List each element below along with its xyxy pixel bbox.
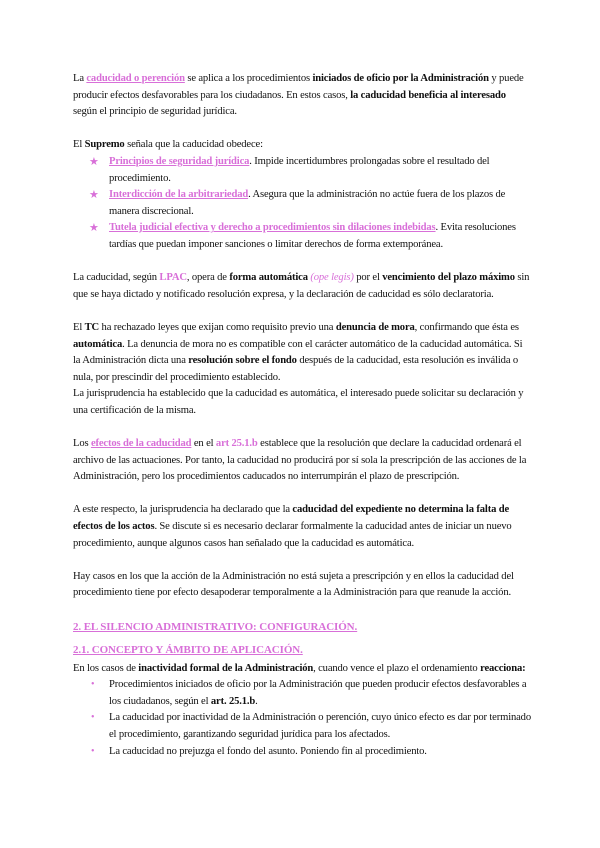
text: La caducidad, según — [73, 272, 160, 284]
text: . La denuncia de mora no es compatible con el carácter automático de la caducidad automática. Si la Administración dicta una — [73, 338, 523, 367]
list-item — [73, 187, 531, 220]
paragraph-efectos — [73, 436, 531, 486]
text: establece que la resolución que declare la caducidad ordenará el archivo de las actuaciones. Por tanto, la caducidad no producirá por sí sola la prescripción de las acciones de la Administración, pero los procedimientos caducados no interrumpirán el plazo de prescripción. — [73, 438, 527, 483]
text: por el — [353, 272, 383, 284]
text: La — [73, 73, 87, 84]
text: . Se discute si es necesario declarar formalmente la caducidad antes de iniciar un nuevo procedimiento, aunque algunos casos han señalado que la caducidad es automática. — [73, 521, 512, 549]
bold-text: iniciados de oficio por la Administración — [312, 73, 489, 84]
bold-text: TC — [84, 321, 100, 333]
bold-text: art 25.1.b — [215, 438, 258, 450]
paragraph-prescripcion: Hay casos en los que la acción de la Administración no está sujeta a prescripción y en ellos la caducidad del procedimiento tiene por efecto desapoderar temporalmente a la Administración para que reanude la acción. — [73, 570, 514, 599]
bold-text: LPAC — [159, 272, 187, 284]
text: señala que la caducidad obedece: — [124, 139, 263, 151]
paragraph-lpac — [73, 270, 531, 303]
reaction-list — [73, 677, 531, 760]
link-caducidad-perencion[interactable]: caducidad o perención — [86, 73, 185, 84]
bold-text: resolución sobre el fondo — [188, 355, 297, 367]
paragraph-inactividad — [73, 661, 531, 678]
text: se aplica a los procedimientos — [184, 73, 313, 84]
paragraph-caducidad-intro — [73, 71, 531, 121]
text: Procedimientos iniciados de oficio por la Administración que pueden producir efectos desfavorables a los ciudadanos, según el — [109, 679, 527, 707]
bullet-icon: • — [91, 712, 95, 724]
list-item — [73, 220, 531, 253]
bold-text: automática — [73, 338, 123, 350]
text: según el principio de seguridad jurídica. — [73, 106, 237, 118]
text: y puede producir efectos desfavorables para los ciudadanos. En estos casos, — [73, 73, 524, 101]
list-item — [73, 710, 531, 743]
bold-text: inactividad formal de la Administración — [138, 662, 314, 674]
principles-list — [73, 154, 531, 254]
list-item — [73, 677, 531, 710]
star-icon: ★ — [89, 222, 99, 235]
text: En los casos de — [73, 662, 139, 674]
list-item — [73, 744, 531, 761]
bold-text: la caducidad beneficia al interesado — [350, 89, 506, 101]
star-icon: ★ — [89, 155, 99, 168]
bold-text: Supremo — [84, 139, 125, 151]
bold-text: forma automática — [229, 272, 308, 284]
text: A este respecto, la jurisprudencia ha declarado que la — [73, 504, 293, 516]
text: . Impide incertidumbres prolongadas sobre el resultado del procedimiento. — [109, 155, 490, 184]
bold-text: reacciona: — [480, 662, 526, 674]
list-item — [73, 154, 531, 187]
text: Los — [73, 438, 91, 450]
link-principle[interactable]: Interdicción de la arbitrariedad — [109, 189, 249, 201]
bold-text: art. 25.1.b — [210, 695, 256, 707]
subsection-heading: 2.1. CONCEPTO Y ÁMBITO DE APLICACIÓN. — [73, 643, 303, 656]
link-efectos-caducidad[interactable]: efectos de la caducidad — [90, 438, 192, 450]
text: El — [73, 321, 85, 333]
text: El — [73, 139, 85, 151]
text: . — [255, 695, 258, 707]
text: La caducidad por inactividad de la Administración o perención, cuyo único efecto es dar por terminado el procedimiento, garantizando seguridad jurídica para los afectados. — [109, 712, 531, 740]
paragraph-expediente — [73, 502, 531, 552]
bold-text: vencimiento del plazo máximo — [382, 272, 515, 284]
text: en el — [191, 438, 216, 450]
text: , cuando vence el plazo el ordenamiento — [313, 662, 481, 674]
text: , opera de — [186, 272, 230, 284]
text: . Asegura que la administración no actúe fuera de los plazos de manera discrecional. — [109, 189, 506, 217]
link-principle[interactable]: Tutela judicial efectiva y derecho a procedimientos sin dilaciones indebidas — [109, 222, 436, 234]
text: después de la caducidad, esta resolución es inválida o nula, por prescindir del procedimiento establecido. — [73, 355, 519, 383]
document-content — [73, 71, 531, 760]
bullet-icon: • — [91, 745, 95, 757]
bold-text: denuncia de mora — [335, 321, 415, 333]
text: La caducidad no prejuzga el fondo del asunto. Poniendo fin al procedimiento. — [109, 745, 427, 757]
bullet-icon: • — [91, 679, 95, 691]
link-principle[interactable]: Principios de seguridad jurídica — [109, 155, 250, 167]
paragraph-jurisprudencia: La jurisprudencia ha establecido que la caducidad es automática, el interesado puede solicitar su declaración y una certificación de la misma. — [73, 388, 524, 416]
text: . Evita resoluciones tardías que puedan imponer sanciones o limitar derechos de forma extemporánea. — [109, 222, 516, 250]
paragraph-tc — [73, 320, 531, 386]
star-icon: ★ — [89, 189, 99, 202]
text: ha rechazado leyes que exijan como requisito previo una — [99, 321, 336, 333]
section-heading: 2. EL SILENCIO ADMINISTRATIVO: CONFIGURACIÓN. — [73, 620, 358, 633]
text: sin que se haya dictado y notificado resolución expresa, y la declaración de caducidad es sólo declaratoria. — [73, 272, 530, 300]
bold-text: caducidad del expediente no determina la falta de efectos de los actos — [73, 504, 510, 533]
text: , confirmando que ésta es — [414, 321, 519, 333]
italic-text: (ope legis) — [307, 272, 354, 284]
paragraph-supremo — [73, 137, 531, 154]
